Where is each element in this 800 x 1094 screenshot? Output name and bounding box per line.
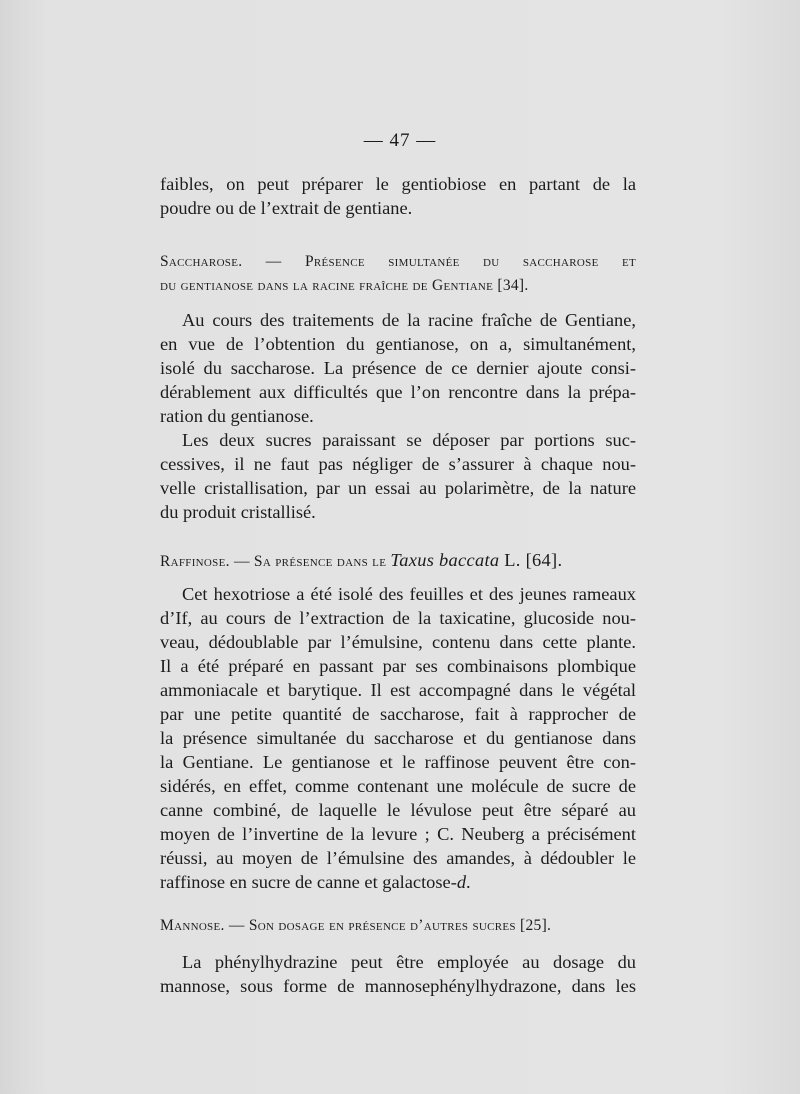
text-line: veau, dédoublable par l’émulsine, contenu dans cette plante. bbox=[160, 632, 636, 652]
text-line: moyen de l’invertine de la levure ; C. Neuberg a précisément bbox=[160, 824, 636, 844]
page-number: — 47 — bbox=[363, 130, 437, 151]
text-line: du produit cristallisé. bbox=[160, 502, 316, 522]
heading-line: Saccharose. — Présence simultanée du saccharose et bbox=[160, 253, 636, 270]
intro-paragraph bbox=[160, 172, 636, 220]
text-line: poudre ou de l’extrait de gentiane. bbox=[160, 198, 413, 218]
text-line: sidérés, en effet, comme contenant une molécule de sucre de bbox=[160, 776, 636, 796]
text-line: ammoniacale et barytique. Il est accompagné dans le végétal bbox=[160, 680, 636, 700]
text-line: par une petite quantité de saccharose, fait à rapprocher de bbox=[160, 704, 636, 724]
mannose-paragraph bbox=[160, 950, 636, 998]
text-fragment: raffinose en sucre de canne et galactose- bbox=[160, 872, 457, 892]
text-line: en vue de l’obtention du gentianose, on a, simultanément, bbox=[160, 334, 636, 354]
heading-line bbox=[160, 548, 636, 574]
heading-line: du gentianose dans la racine fraîche de Gentiane [34]. bbox=[160, 277, 529, 294]
text-line: velle cristallisation, par un essai au polarimètre, de la nature bbox=[160, 478, 636, 498]
text-line: dérablement aux difficultés que l’on rencontre dans la prépa- bbox=[160, 382, 636, 402]
species-name: Taxus baccata bbox=[390, 550, 500, 570]
text-line bbox=[160, 870, 636, 894]
saccharose-paragraph-1 bbox=[160, 308, 636, 428]
heading-line: Mannose. — Son dosage en présence d’autres sucres [25]. bbox=[160, 917, 552, 934]
section-heading-raffinose bbox=[160, 548, 636, 574]
text-line: réussi, au moyen de l’émulsine des amandes, à dédoubler le bbox=[160, 848, 636, 868]
section-heading-saccharose bbox=[160, 250, 636, 298]
saccharose-paragraph-2 bbox=[160, 428, 636, 524]
text-fragment: . bbox=[466, 872, 471, 892]
text-line: Les deux sucres paraissant se déposer par portions suc- bbox=[182, 430, 636, 450]
text-fragment: d bbox=[456, 872, 467, 892]
text-line: Cet hexotriose a été isolé des feuilles et des jeunes rameaux bbox=[182, 584, 636, 604]
text-line: la présence simultanée du saccharose et du gentianose dans bbox=[160, 728, 636, 748]
text-line: La phénylhydrazine peut être employée au dosage du bbox=[182, 952, 636, 972]
section-heading-mannose bbox=[160, 914, 636, 938]
text-line: Au cours des traitements de la racine fraîche de Gentiane, bbox=[182, 310, 636, 330]
text-line: mannose, sous forme de mannosephénylhydrazone, dans les bbox=[160, 976, 636, 996]
text-line: la Gentiane. Le gentianose et le raffinose peuvent être con- bbox=[160, 752, 636, 772]
text-line: faibles, on peut préparer le gentiobiose en partant de la bbox=[160, 174, 636, 194]
text-line: canne combiné, de laquelle le lévulose peut être séparé au bbox=[160, 800, 636, 820]
text-line: d’If, au cours de l’extraction de la taxicatine, glucoside nou- bbox=[160, 608, 636, 628]
heading-text: Raffinose. — Sa présence dans le bbox=[160, 553, 391, 570]
text-line: Il a été préparé en passant par ses combinaisons plombique bbox=[160, 656, 636, 676]
raffinose-paragraph bbox=[160, 582, 636, 894]
text-line: cessives, il ne faut pas négliger de s’assurer à chaque nou- bbox=[160, 454, 636, 474]
text-line: isolé du saccharose. La présence de ce dernier ajoute consi- bbox=[160, 358, 636, 378]
heading-text: L. [64]. bbox=[499, 550, 563, 570]
text-line: ration du gentianose. bbox=[160, 406, 314, 426]
